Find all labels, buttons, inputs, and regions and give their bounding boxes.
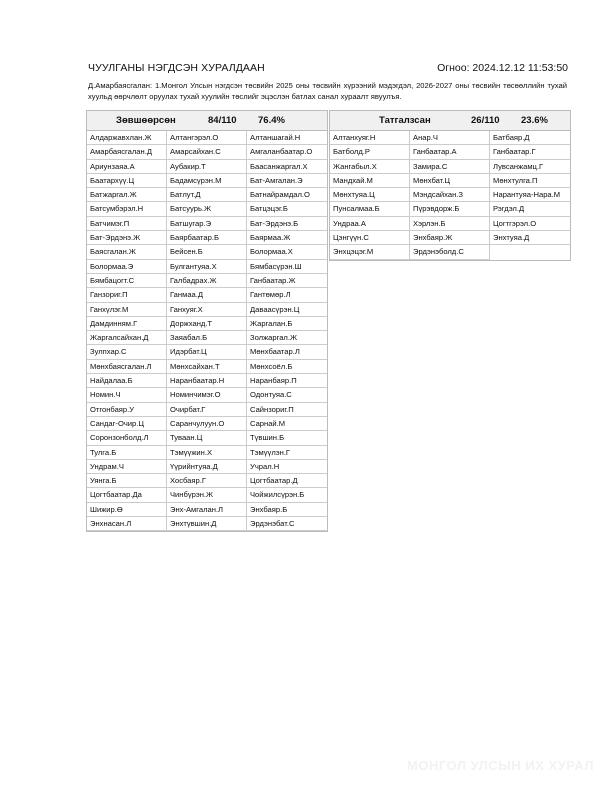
yes-member-name: Ганбаатар.Ж — [247, 274, 327, 288]
yes-member-name: Алтангэрэл.О — [167, 131, 247, 145]
yes-member-name: Бадамсүрэн.М — [167, 174, 247, 188]
document-header — [88, 62, 568, 76]
no-member-name: Хэрлэн.Б — [410, 217, 490, 231]
yes-member-name: Зулпхар.С — [87, 345, 167, 359]
yes-member-name: Баасанжаргал.Х — [247, 160, 327, 174]
yes-member-name: Булгантуяа.Х — [167, 260, 247, 274]
no-member-name: Ганбаатар.А — [410, 145, 490, 159]
yes-member-name: Мөнхсайхан.Т — [167, 360, 247, 374]
yes-member-name: Даваасүрэн.Ц — [247, 303, 327, 317]
yes-member-name: Доржханд.Т — [167, 317, 247, 331]
yes-member-name: Дамдинням.Г — [87, 317, 167, 331]
yes-member-name: Золжаргал.Ж — [247, 331, 327, 345]
yes-member-name: Болормаа.Э — [87, 260, 167, 274]
no-member-name: Эрдэнэболд.С — [410, 245, 490, 259]
yes-member-name: Жаргалан.Б — [247, 317, 327, 331]
no-member-name: Жангабыл.Х — [330, 160, 410, 174]
yes-member-name: Одонтуяа.С — [247, 388, 327, 402]
yes-member-name: Сандаг-Очир.Ц — [87, 417, 167, 431]
yes-member-name: Түвшин.Б — [247, 431, 327, 445]
no-member-name: Пунсалмаа.Б — [330, 202, 410, 216]
yes-member-name: Эрдэнэбат.С — [247, 517, 327, 531]
session-title: ЧУУЛГАНЫ НЭГДСЭН ХУРАЛДААН — [88, 62, 265, 74]
yes-member-name: Ганхүлэг.М — [87, 303, 167, 317]
yes-member-name: Отгонбаяр.У — [87, 403, 167, 417]
yes-member-name: Чинбүрэн.Ж — [167, 488, 247, 502]
yes-member-name: Найдалаа.Б — [87, 374, 167, 388]
yes-member-name: Энхтүвшин.Д — [167, 517, 247, 531]
no-member-name: Мэндсайхан.З — [410, 188, 490, 202]
yes-member-name: Амарбаясгалан.Д — [87, 145, 167, 159]
yes-member-name: Галбадрах.Ж — [167, 274, 247, 288]
no-panel-header — [330, 111, 570, 131]
yes-member-name: Батлут.Д — [167, 188, 247, 202]
yes-member-name: Баатархүү.Ц — [87, 174, 167, 188]
yes-member-name: Наранбаяр.П — [247, 374, 327, 388]
yes-member-name: Наранбаатар.Н — [167, 374, 247, 388]
yes-member-name: Батнайрамдал.О — [247, 188, 327, 202]
yes-names-grid — [87, 131, 327, 531]
no-label: Татгалзсан — [379, 115, 431, 126]
yes-member-name: Тэмүүжин.Х — [167, 446, 247, 460]
yes-member-name: Баярбаатар.Б — [167, 231, 247, 245]
no-member-name: Мөнхтулга.П — [490, 174, 570, 188]
yes-member-name: Бат-Эрдэнэ.Ж — [87, 231, 167, 245]
yes-member-name: Энхнасан.Л — [87, 517, 167, 531]
yes-member-name: Жаргалсайхан.Д — [87, 331, 167, 345]
no-member-name: Ундраа.А — [330, 217, 410, 231]
watermark: МОНГОЛ УЛСЫН ИХ ХУРАЛ — [407, 758, 594, 773]
yes-member-name: Ганхуяг.Х — [167, 303, 247, 317]
yes-member-name: Ганмаа.Д — [167, 288, 247, 302]
yes-member-name: Очирбат.Г — [167, 403, 247, 417]
yes-member-name: Мөнхсоёл.Б — [247, 360, 327, 374]
yes-member-name: Бат-Амгалан.Э — [247, 174, 327, 188]
yes-member-name: Алтаншагай.Н — [247, 131, 327, 145]
yes-member-name: Амгаланбаатар.О — [247, 145, 327, 159]
no-member-name: Энхцэцэг.М — [330, 245, 410, 259]
yes-member-name: Хосбаяр.Г — [167, 474, 247, 488]
yes-member-name: Идэрбат.Ц — [167, 345, 247, 359]
no-member-name: Энхбаяр.Ж — [410, 231, 490, 245]
no-member-name: Цогтгэрэл.О — [490, 217, 570, 231]
no-percent: 23.6% — [521, 115, 548, 126]
yes-member-name: Учрал.Н — [247, 460, 327, 474]
no-member-name: Нарантуяа-Нара.М — [490, 188, 570, 202]
yes-member-name: Сайнзориг.П — [247, 403, 327, 417]
yes-member-name: Номинчимэг.О — [167, 388, 247, 402]
yes-member-name: Батчимэг.П — [87, 217, 167, 231]
no-member-name: Алтанхуяг.Н — [330, 131, 410, 145]
yes-member-name: Цогтбаатар.Д — [247, 474, 327, 488]
no-member-name: Батбаяр.Д — [490, 131, 570, 145]
yes-member-name: Батшугар.Э — [167, 217, 247, 231]
yes-member-name: Саранчулуун.О — [167, 417, 247, 431]
yes-member-name: Соронзонболд.Л — [87, 431, 167, 445]
yes-member-name: Батсуурь.Ж — [167, 202, 247, 216]
yes-member-name: Ариунзаяа.А — [87, 160, 167, 174]
no-member-name: Цэнгүүн.С — [330, 231, 410, 245]
yes-member-name: Мөнхбаясгалан.Л — [87, 360, 167, 374]
yes-member-name: Сарнай.М — [247, 417, 327, 431]
yes-member-name: Бямбацогт.С — [87, 274, 167, 288]
no-member-name: Мөнхбат.Ц — [410, 174, 490, 188]
no-count: 26/110 — [471, 115, 500, 126]
yes-member-name: Уянга.Б — [87, 474, 167, 488]
yes-member-name: Чойжилсүрэн.Б — [247, 488, 327, 502]
yes-member-name: Тулга.Б — [87, 446, 167, 460]
yes-member-name: Туваан.Ц — [167, 431, 247, 445]
no-names-grid — [330, 131, 570, 260]
yes-count: 84/110 — [208, 115, 237, 126]
yes-label: Зөвшөөрсөн — [116, 115, 176, 126]
yes-member-name: Батсумбэрэл.Н — [87, 202, 167, 216]
yes-member-name: Мөнхбаатар.Л — [247, 345, 327, 359]
no-member-name: Батболд.Р — [330, 145, 410, 159]
no-panel — [329, 110, 571, 261]
yes-member-name: Бямбасүрэн.Ш — [247, 260, 327, 274]
no-member-name: Лувсанжамц.Г — [490, 160, 570, 174]
no-member-name: Мандхай.М — [330, 174, 410, 188]
yes-member-name: Бейсен.Б — [167, 245, 247, 259]
no-member-name: Замира.С — [410, 160, 490, 174]
yes-member-name: Аубакир.Т — [167, 160, 247, 174]
yes-member-name: Ганзориг.П — [87, 288, 167, 302]
yes-member-name: Амарсайхан.С — [167, 145, 247, 159]
yes-member-name: Энхбаяр.Б — [247, 503, 327, 517]
yes-percent: 76.4% — [258, 115, 285, 126]
yes-member-name: Тэмүүлэн.Г — [247, 446, 327, 460]
no-member-name: Рэгдэл.Д — [490, 202, 570, 216]
yes-member-name: Болормаа.Х — [247, 245, 327, 259]
yes-member-name: Цогтбаатар.Да — [87, 488, 167, 502]
yes-member-name: Үүрийнтуяа.Д — [167, 460, 247, 474]
yes-member-name: Ундрам.Ч — [87, 460, 167, 474]
yes-member-name: Заяабал.Б — [167, 331, 247, 345]
yes-member-name: Энх-Амгалан.Л — [167, 503, 247, 517]
yes-panel — [86, 110, 328, 532]
no-member-name: Энхтуяа.Д — [490, 231, 570, 245]
yes-panel-header — [87, 111, 327, 131]
no-member-name: Анар.Ч — [410, 131, 490, 145]
vote-date: Огноо: 2024.12.12 11:53:50 — [437, 62, 568, 74]
no-member-name: Ганбаатар.Г — [490, 145, 570, 159]
yes-member-name: Баярмаа.Ж — [247, 231, 327, 245]
yes-member-name: Номин.Ч — [87, 388, 167, 402]
yes-member-name: Шижир.Ө — [87, 503, 167, 517]
yes-member-name: Батжаргал.Ж — [87, 188, 167, 202]
yes-member-name: Батцэцэг.Б — [247, 202, 327, 216]
vote-description: Д.Амарбаясгалан: 1.Монгол Улсын нэгдсэн төсвийн 2025 оны төсвийн хүрээний мэдэгдэл, 2026-2027 оны төсвийн төсөөллийн тухай хуульд өөрчлөлт оруулах тухай хуулийн төслийг эцэслэн батлах санал хураалт явуулъя. — [88, 81, 567, 101]
yes-member-name: Гантөмөр.Л — [247, 288, 327, 302]
yes-member-name: Алдаржавхлан.Ж — [87, 131, 167, 145]
yes-member-name: Бат-Эрдэнэ.Б — [247, 217, 327, 231]
yes-member-name: Баясгалан.Ж — [87, 245, 167, 259]
no-member-name: Пүрэвдорж.Б — [410, 202, 490, 216]
no-member-name: Мөнхтуяа.Ц — [330, 188, 410, 202]
